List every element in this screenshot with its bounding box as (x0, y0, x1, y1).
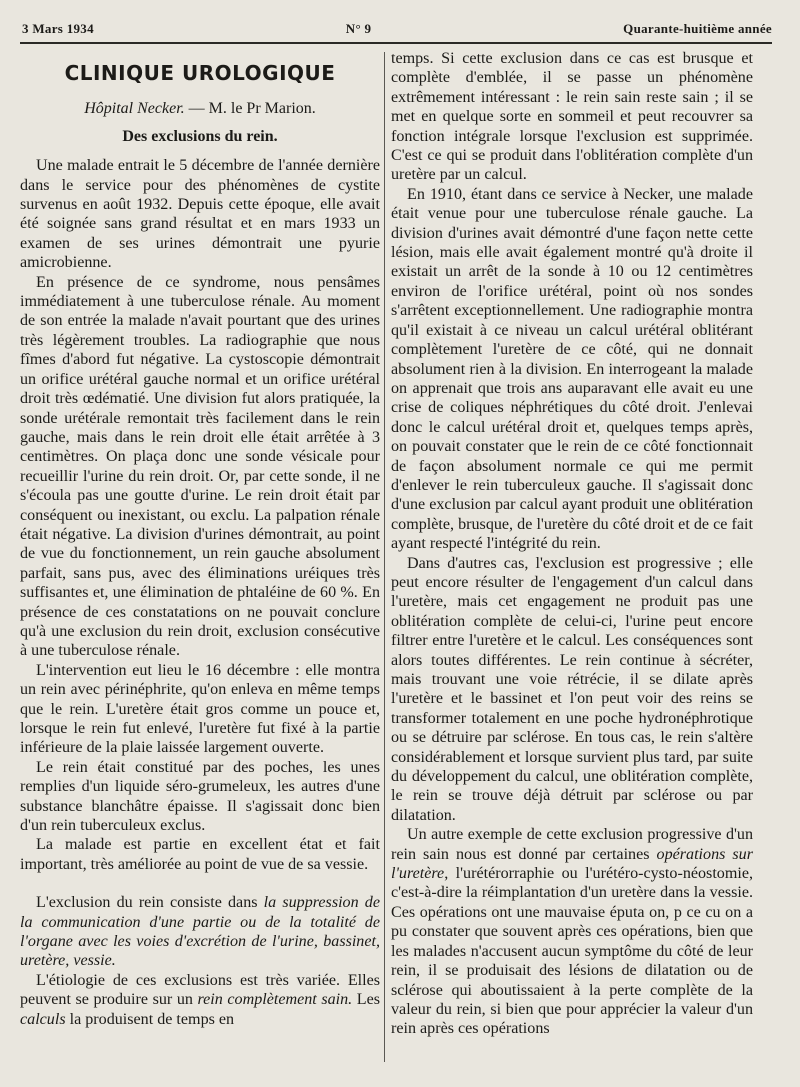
definition-prefix: L'exclusion du rein consiste dans (36, 894, 264, 912)
paragraph: En 1910, étant dans ce service à Necker, une malade était venue pour une tuberculose rénale gauche. La division d'urines avait démontré d'une façon nette cette lésion, mais elle avait également montré qu'à droite il existait un arrêt de la sonde à 10 ou 12 centimètres environ de l'orifice urétéral, point où nos sondes s'arrêtent exceptionnellement. Une radiographie montra qu'il existait à ce niveau un calcul urétéral oblitérant complètement l'uretère de ce côté, qui ne donnait absolument rien à la division. En interrogeant la malade on apprenait que trois ans auparavant elle avait eu une crise de coliques néphrétiques du côté droit. J'enlevai donc le calcul urétéral droit et, quelques temps après, on pouvait constater que le rein de ce côté fonctionnait de façon absolument normale ce qui me permit d'enlever le rein tuberculeux gauche. Il s'agissait donc d'une exclusion par calcul ayant produit une oblitération complète, brusque, de l'uretère du côté droit et de ce fait ayant respecté l'intégrité du rein. (391, 185, 753, 553)
paragraph: Une malade entrait le 5 décembre de l'année dernière dans le service pour des phénomènes de cystite survenus en août 1932. Depuis cette époque, elle avait été soignée sans grand résultat et en mars 1933 un examen de ses urines démontrait une pyurie amicrobienne. (20, 157, 380, 272)
header-issue-number: N° 9 (345, 21, 372, 36)
hospital-name: Hôpital Necker. (84, 100, 185, 118)
left-column (20, 52, 380, 1029)
paragraph: L'intervention eut lieu le 16 décembre : elle montra un rein avec périnéphrite, qu'on enleva en même temps que le rein. L'uretère était gros comme un pouce et, lorsque le rein fut enlevé, l'uretère fut fixé à la partie inférieure de la plaie laissée largement ouverte. (20, 661, 380, 757)
paragraph-emph-b: opérations sur l'uretère (391, 845, 753, 883)
paragraph: La malade est partie en excellent état et fait important, très améliorée au point de vue de sa vessie. (20, 836, 380, 873)
header-date: 3 Mars 1934 (22, 21, 94, 36)
paragraph (391, 825, 753, 1038)
page-header (22, 18, 772, 40)
definition-emphasis: la suppression de la communication d'une partie ou de la totalité de l'organe avec les voies d'excrétion de l'urine, bassinet, uretère, vessie. (20, 894, 380, 970)
etiology-paragraph (20, 971, 380, 1029)
paragraph: Le rein était constitué par des poches, les unes remplies d'un liquide séro-grumeleux, les autres d'une substance blanchâtre épaisse. Il s'agissait donc bien d'un rein tuberculeux exclus. (20, 758, 380, 835)
paragraph: temps. Si cette exclusion dans ce cas est brusque et complète d'emblée, il se passe un phénomène extrêmement intéressant : le rein sain reste sain ; il se met en quelque sorte en sommeil et peut recouvrer sa fonction intégrale lorsque l'exclusion est supprimée. C'est ce qui se produit dans l'oblitération complète d'un uretère par un calcul. (391, 50, 753, 184)
etiology-text-e: la produisent de temps en (65, 1010, 235, 1028)
paragraph: En présence de ce syndrome, nous pensâmes immédiatement à une tuberculose rénale. Au moment de son entrée la malade n'avait pourtant que des urines très légèrement troubles. La radiographie que nous fîmes d'abord fut négative. La cystoscopie démontrait un orifice urétéral gauche normal et un orifice urétéral droit très œdématié. Une division fut alors pratiquée, la sonde urétérale remontait très facilement dans le rein gauche, mais dans le rein droit elle était arrêtée à 3 centimètres. On plaça donc une sonde vésicale pour recueillir l'urine du rein droit. Or, par cette sonde, il ne s'écoula pas une goutte d'urine. Le rein droit était par conséquent ou inexistant, ou exclu. La palpation rénale était négative. La division d'urines démontrait, au point de vue du fonctionnement, un rein gauche absolument parfait, sans pus, avec des éliminations uréiques très suffisantes et, une élimination de phtaléine de 60 %. En présence de ces constatations on ne pouvait conclure qu'à une exclusion du rein droit, exclusion consécutive à une tuberculose rénale. (20, 273, 380, 660)
paragraph-text-c: , l'urétérorraphie ou l'urétéro-cysto-néostomie, c'est-à-dire la réimplantation d'un uretère dans la vessie. Ces opérations ont une mauvaise éputa on, p ce cu on a pu constater que souvent après ces opérations, bien que les malades n'accusent aucun symptôme du côté de leur rein, il se produisait des lésions de dilatation ou de sclérose qui aboutissaient à la perte complète de la valeur du rein, si bien que pour apprécier la valeur d'un rein après ces opérations (391, 865, 753, 1038)
author-name: — M. le Pr Marion. (184, 100, 316, 118)
right-column (391, 49, 753, 1039)
paragraph-text-a: Un autre exemple de cette exclusion progressive d'un rein sain nous est donné par certaines (391, 826, 753, 863)
section-title: CLINIQUE UROLOGIQUE (64, 61, 336, 85)
paragraph: Dans d'autres cas, l'exclusion est progressive ; elle peut encore résulter de l'engagement d'un calcul dans l'uretère, mais cet engagement ne produit pas une oblitération complète de celui-ci, l'urine peut encore filtrer entre l'uretère et le calcul. Les conséquences sont alors toutes différentes. Le rein continue à sécréter, mais trouvant une voie rétrécie, il se dilate après l'uretère et le bassinet et l'on peut voir des reins se transformer totalement en une poche hydronéphrotique ou se détruire par sclérose. En tous cas, le rein s'altère considérablement et lorsque survient plus tard, par suite du développement du calcul, une oblitération complète, le rein se trouve déjà détruit par sclérose ou par dilatation. (391, 554, 753, 824)
header-rule (20, 42, 772, 44)
article-title: Des exclusions du rein. (122, 127, 278, 145)
header-year: Quarante-huitième année (623, 21, 772, 36)
paragraph-gap (20, 874, 380, 893)
article-byline (20, 99, 380, 118)
definition-paragraph (20, 893, 380, 971)
etiology-text-a: L'étiologie de ces exclusions est très variée. Elles peuvent se produire sur un (20, 971, 380, 1009)
etiology-text-c: Les (352, 991, 380, 1009)
column-divider (384, 52, 385, 1062)
etiology-emph-b: rein complètement sain. (197, 991, 353, 1009)
etiology-emph-d: calculs (20, 1010, 66, 1028)
